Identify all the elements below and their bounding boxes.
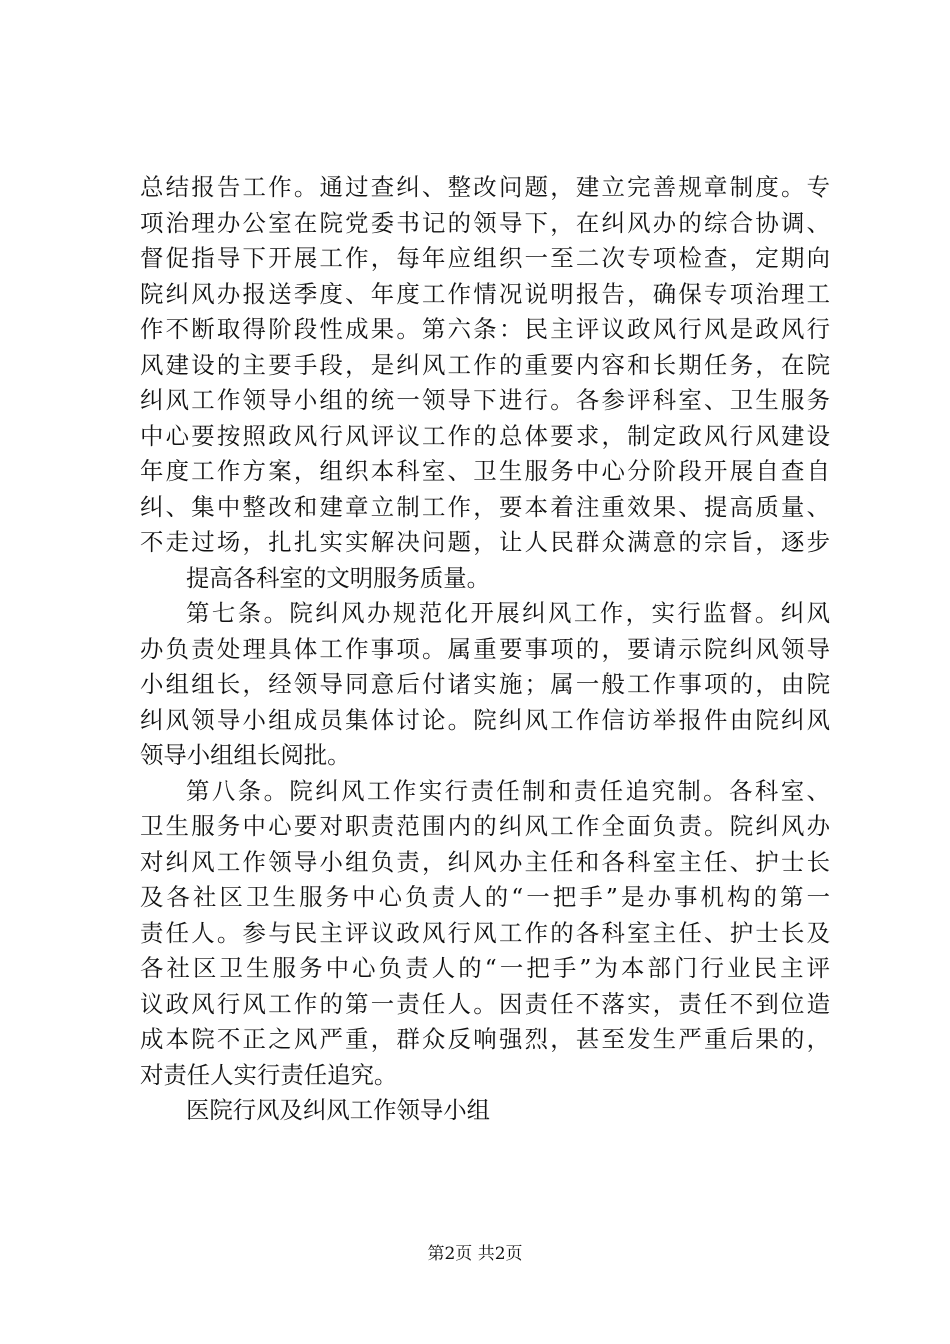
text-line: 作不断取得阶段性成果。第六条：民主评议政风行风是政风行 <box>140 315 830 343</box>
document-body <box>140 170 830 1129</box>
text-line: 总结报告工作。通过查纠、整改问题，建立完善规章制度。专 <box>140 173 830 201</box>
text-line: 项治理办公室在院党委书记的领导下，在纠风办的综合协调、 <box>140 208 830 237</box>
signature-line: 医院行风及纠风工作领导小组 <box>186 1096 491 1124</box>
text-line: 卫生服务中心要对职责范围内的纠风工作全面负责。院纠风办 <box>140 812 830 840</box>
text-line: 及各社区卫生服务中心负责人的“一把手”是办事机构的第一 <box>140 883 830 911</box>
text-line: 小组组长，经领导同意后付诸实施；属一般工作事项的，由院 <box>140 670 830 698</box>
text-line: 对纠风工作领导小组负责，纠风办主任和各科室主任、护士长 <box>140 847 830 876</box>
text-line: 不走过场，扎扎实实解决问题，让人民群众满意的宗旨，逐步 <box>140 528 830 556</box>
text-line: 督促指导下开展工作，每年应组织一至二次专项检查，定期向 <box>140 244 830 272</box>
text-line: 对责任人实行责任追究。 <box>140 1060 398 1089</box>
text-line: 成本院不正之风严重，群众反响强烈，甚至发生严重后果的， <box>140 1025 830 1053</box>
text-line: 院纠风办报送季度、年度工作情况说明报告，确保专项治理工 <box>140 279 830 308</box>
text-line: 提高各科室的文明服务质量。 <box>186 563 491 592</box>
text-line: 议政风行风工作的第一责任人。因责任不落实，责任不到位造 <box>140 989 830 1018</box>
text-line: 责任人。参与民主评议政风行风工作的各科室主任、护士长及 <box>140 918 830 947</box>
text-line: 领导小组组长阅批。 <box>140 741 351 769</box>
text-line: 纠、集中整改和建章立制工作，要本着注重效果、提高质量、 <box>140 492 830 521</box>
page-footer: 第2页 共2页 <box>427 1244 523 1264</box>
text-line: 第八条。院纠风工作实行责任制和责任追究制。各科室、 <box>186 776 830 805</box>
text-line: 风建设的主要手段，是纠风工作的重要内容和长期任务，在院 <box>140 350 830 379</box>
text-line: 第七条。院纠风办规范化开展纠风工作，实行监督。纠风 <box>186 599 830 627</box>
text-line: 纠风工作领导小组的统一领导下进行。各参评科室、卫生服务 <box>140 386 830 414</box>
text-line: 年度工作方案，组织本科室、卫生服务中心分阶段开展自查自 <box>140 457 830 485</box>
text-line: 中心要按照政风行风评议工作的总体要求，制定政风行风建设 <box>140 421 830 450</box>
text-line: 各社区卫生服务中心负责人的“一把手”为本部门行业民主评 <box>140 954 830 982</box>
text-line: 办负责处理具体工作事项。属重要事项的，要请示院纠风领导 <box>140 634 830 663</box>
text-line: 纠风领导小组成员集体讨论。院纠风工作信访举报件由院纠风 <box>140 705 830 734</box>
